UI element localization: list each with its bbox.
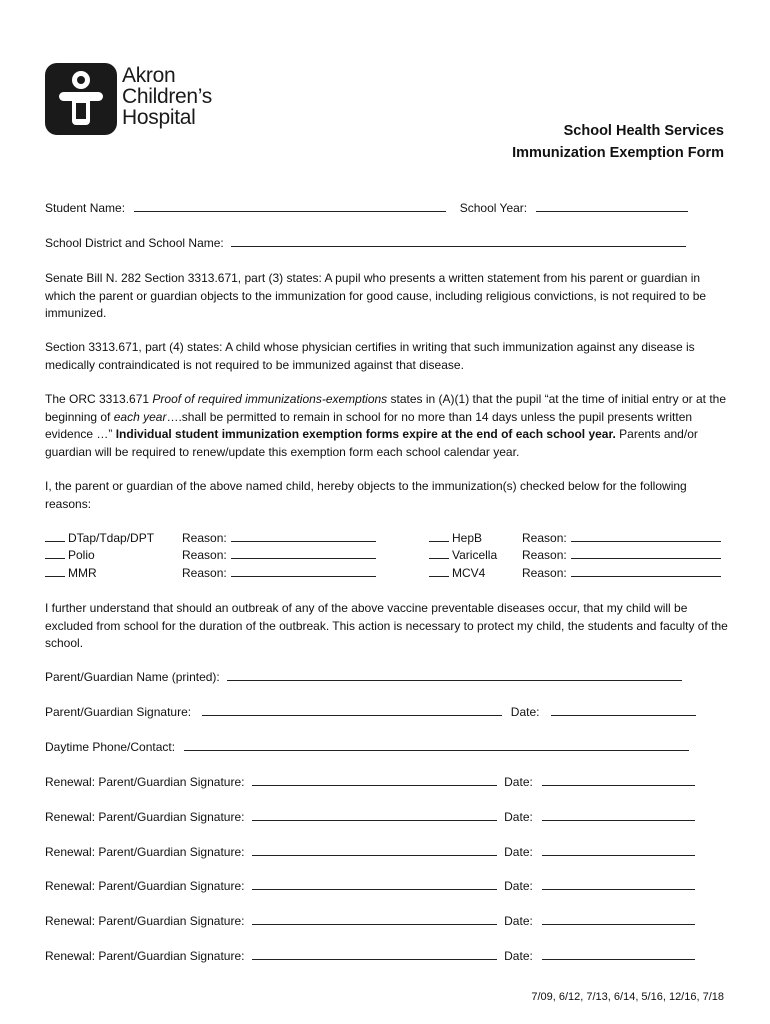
logo-wordmark	[122, 65, 212, 128]
phone-field[interactable]	[184, 739, 689, 751]
date-field[interactable]	[542, 809, 695, 821]
date-label: Date:	[504, 775, 533, 789]
renewal-signature-field[interactable]	[252, 844, 497, 856]
reason-label: Reason:	[182, 548, 227, 562]
student-name-label: Student Name:	[45, 201, 126, 215]
reason-field[interactable]	[231, 565, 376, 577]
renewal-signature-field[interactable]	[252, 809, 497, 821]
renewal-signature-field[interactable]	[252, 774, 497, 786]
reason-hepb	[522, 530, 721, 548]
district-field[interactable]	[231, 235, 686, 247]
logo-line-3: Hospital	[122, 106, 196, 129]
date-field[interactable]	[542, 913, 695, 925]
renewal-row	[45, 844, 695, 861]
akron-childrens-logo-icon	[45, 63, 117, 135]
vaccine-label: Polio	[68, 548, 95, 562]
renewal-label: Renewal: Parent/Guardian Signature:	[45, 810, 245, 824]
parent-name-label: Parent/Guardian Name (printed):	[45, 670, 220, 684]
orc-paragraph	[45, 391, 730, 461]
reason-field[interactable]	[571, 547, 721, 559]
vaccine-mcv4[interactable]	[429, 565, 485, 583]
vaccine-dtap[interactable]	[45, 530, 154, 548]
vaccine-check-blank[interactable]	[45, 565, 65, 577]
date-label: Date:	[510, 705, 540, 719]
vaccine-check-blank[interactable]	[45, 547, 65, 559]
date-field[interactable]	[542, 774, 695, 786]
hospital-logo	[45, 63, 285, 138]
reason-field[interactable]	[571, 530, 721, 542]
date-field[interactable]	[542, 948, 695, 960]
vaccine-polio[interactable]	[45, 547, 95, 565]
parent-signature-field[interactable]	[202, 704, 502, 716]
orc-text-e: ….shall be permitted to remain in school for no more than 14 days unless the pupil presents written evidence …”	[45, 409, 693, 441]
date-field[interactable]	[542, 878, 695, 890]
title-line-1: School Health Services	[563, 123, 724, 139]
vaccine-hepb[interactable]	[429, 530, 482, 548]
parent-name-field[interactable]	[227, 669, 682, 681]
reason-varicella	[522, 547, 721, 565]
orc-text-c: states in (A)(1) that the pupil “at the time of initial entry or at the beginning of	[45, 392, 727, 424]
reason-field[interactable]	[231, 530, 376, 542]
reason-dtap	[182, 530, 376, 548]
district-row	[45, 235, 686, 252]
vaccine-label: HepB	[452, 531, 483, 545]
student-info-row	[45, 200, 688, 217]
renewal-row	[45, 774, 695, 791]
reason-field[interactable]	[571, 565, 721, 577]
vaccine-check-blank[interactable]	[45, 530, 65, 542]
renewal-label: Renewal: Parent/Guardian Signature:	[45, 949, 245, 963]
phone-label: Daytime Phone/Contact:	[45, 740, 176, 754]
logo-line-2: Children’s	[122, 85, 212, 108]
vaccine-label: MCV4	[452, 566, 486, 580]
renewal-signature-field[interactable]	[252, 878, 497, 890]
reason-label: Reason:	[522, 531, 567, 545]
renewal-label: Renewal: Parent/Guardian Signature:	[45, 879, 245, 893]
reason-polio	[182, 547, 376, 565]
vaccine-label: MMR	[68, 566, 97, 580]
senate-bill-paragraph: Senate Bill N. 282 Section 3313.671, part (3) states: A pupil who presents a written statement from his parent or guardian in which the parent or guardian objects to the immunization for good cause, including religious convictions, is not required to be immunized.	[45, 271, 707, 320]
orc-bold-notice: Individual student immunization exemption forms expire at the end of each school year.	[115, 427, 616, 441]
reason-mmr	[182, 565, 376, 583]
vaccine-check-blank[interactable]	[429, 547, 449, 559]
orc-text-f: Parents and/or guardian will be required to renew/update this exemption form each school calendar year.	[45, 427, 698, 459]
outbreak-paragraph: I further understand that should an outbreak of any of the above vaccine preventable diseases occur, that my child will be excluded from school for the duration of the outbreak. This action is necessary to protect my child, the students and faculty of the school.	[45, 601, 728, 650]
date-field[interactable]	[551, 704, 696, 716]
section-4-paragraph: Section 3313.671, part (4) states: A child whose physician certifies in writing that such immunization against any disease is medically contraindicated is not required to be immunized against that disease.	[45, 340, 695, 372]
reason-mcv4	[522, 565, 721, 583]
objects-paragraph: I, the parent or guardian of the above named child, hereby objects to the immunization(s) checked below for the following reasons:	[45, 479, 687, 511]
vaccine-varicella[interactable]	[429, 547, 497, 565]
orc-text-a: The ORC 3313.671	[45, 392, 153, 406]
reason-label: Reason:	[522, 548, 567, 562]
renewal-row	[45, 948, 695, 965]
phone-row	[45, 739, 689, 756]
date-label: Date:	[504, 879, 533, 893]
date-label: Date:	[504, 949, 533, 963]
parent-name-row	[45, 669, 682, 686]
vaccine-label: Varicella	[452, 548, 498, 562]
form-title	[512, 120, 724, 164]
date-label: Date:	[504, 845, 533, 859]
district-label: School District and School Name:	[45, 236, 224, 250]
reason-field[interactable]	[231, 547, 376, 559]
parent-signature-label: Parent/Guardian Signature:	[45, 705, 192, 719]
renewal-label: Renewal: Parent/Guardian Signature:	[45, 914, 245, 928]
vaccine-check-blank[interactable]	[429, 565, 449, 577]
renewal-signature-field[interactable]	[252, 948, 497, 960]
school-year-label: School Year:	[459, 201, 528, 215]
renewal-row	[45, 913, 695, 930]
orc-text-b: Proof of required immunizations-exemptions	[152, 392, 388, 406]
logo-line-1: Akron	[122, 64, 176, 87]
parent-signature-row	[45, 704, 696, 721]
vaccine-mmr[interactable]	[45, 565, 97, 583]
vaccine-label: DTap/Tdap/DPT	[68, 531, 155, 545]
reason-label: Reason:	[182, 531, 227, 545]
orc-text-d: each year	[113, 409, 167, 424]
reason-label: Reason:	[522, 566, 567, 580]
renewal-label: Renewal: Parent/Guardian Signature:	[45, 845, 245, 859]
vaccine-check-blank[interactable]	[429, 530, 449, 542]
school-year-field[interactable]	[536, 200, 688, 212]
renewal-row	[45, 878, 695, 895]
reason-label: Reason:	[182, 566, 227, 580]
date-label: Date:	[504, 914, 533, 928]
renewal-signature-field[interactable]	[252, 913, 497, 925]
title-line-2: Immunization Exemption Form	[512, 145, 724, 161]
student-name-field[interactable]	[134, 200, 446, 212]
renewal-row	[45, 809, 695, 826]
date-label: Date:	[504, 810, 533, 824]
date-field[interactable]	[542, 844, 695, 856]
renewal-label: Renewal: Parent/Guardian Signature:	[45, 775, 245, 789]
revision-dates: 7/09, 6/12, 7/13, 6/14, 5/16, 12/16, 7/18	[531, 991, 724, 1003]
